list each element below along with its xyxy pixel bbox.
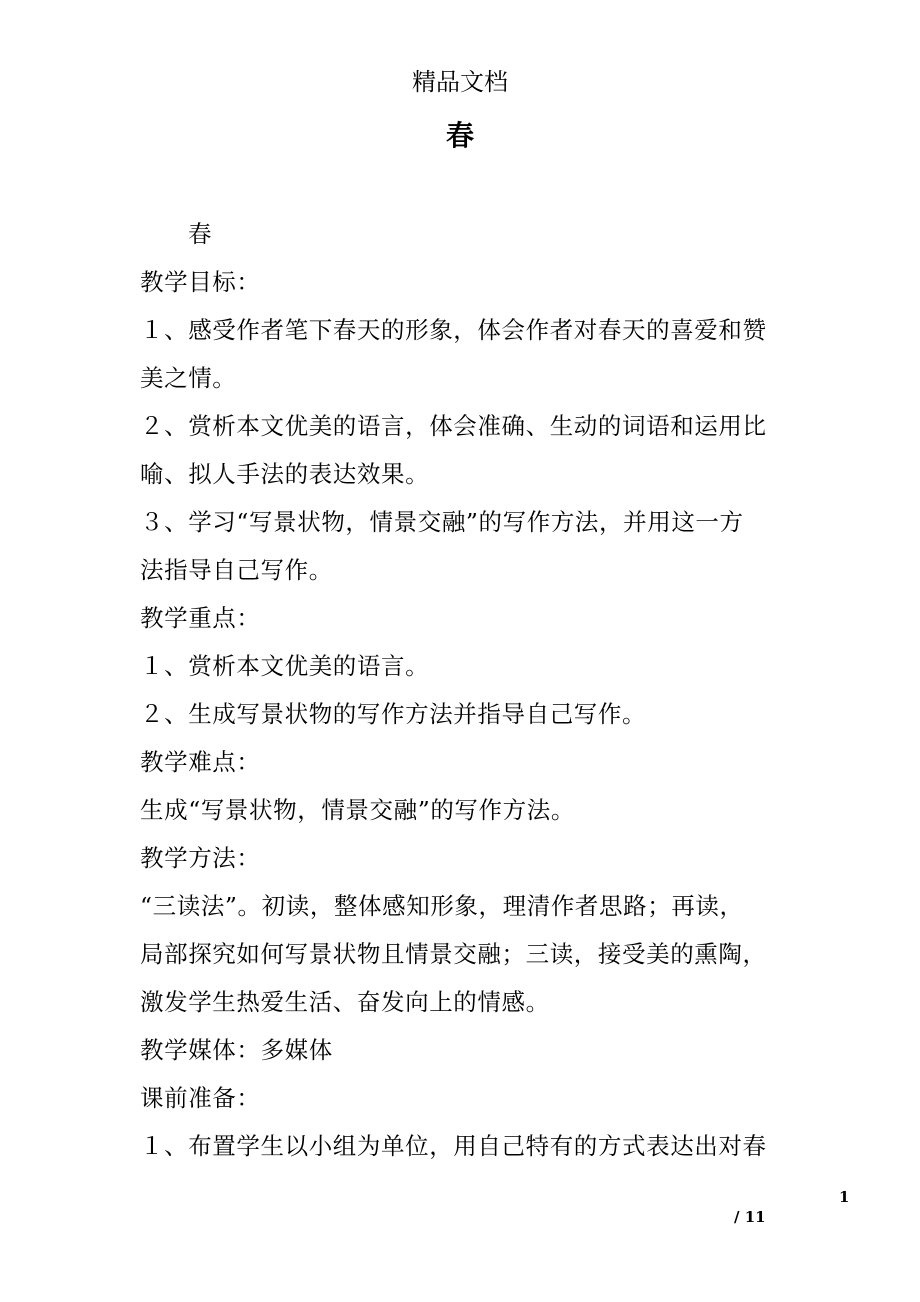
text-line: 激发学生热爱生活、奋发向上的情感。 (140, 988, 550, 1016)
text-line: 美之情。 (140, 364, 237, 392)
heading-teaching-objectives: 教学目标： (140, 268, 261, 296)
text-line: １、感受作者笔下春天的形象，体会作者对春天的喜爱和赞 (140, 316, 767, 344)
heading-teaching-methods: 教学方法： (140, 844, 261, 872)
text-line: 局部探究如何写景状物且情景交融；三读，接受美的熏陶， (140, 940, 767, 968)
text-line: 生成“写景状物，情景交融”的写作方法。 (140, 796, 575, 824)
page-total: / 11 (734, 1208, 766, 1226)
page-number: 1 (839, 1188, 850, 1206)
page-header: 精品文档 (412, 68, 508, 96)
document-body (140, 210, 790, 1170)
text-line: １、赏析本文优美的语言。 (140, 652, 430, 680)
text-line: １、布置学生以小组为单位，用自己特有的方式表达出对春 (140, 1132, 767, 1160)
text-line: 法指导自己写作。 (140, 556, 333, 584)
heading-key-points: 教学重点： (140, 604, 261, 632)
text-line: 喻、拟人手法的表达效果。 (140, 460, 430, 488)
teaching-media: 教学媒体：多媒体 (140, 1036, 333, 1064)
text-line: ３、学习“写景状物，情景交融”的写作方法，并用这一方 (140, 508, 744, 536)
text-line: “三读法”。初读，整体感知形象，理清作者思路；再读， (140, 892, 744, 920)
text-line: ２、赏析本文优美的语言，体会准确、生动的词语和运用比 (140, 412, 767, 440)
section-subtitle: 春 (188, 220, 213, 248)
heading-preparation: 课前准备： (140, 1084, 261, 1112)
heading-difficulties: 教学难点： (140, 748, 261, 776)
text-line: ２、生成写景状物的写作方法并指导自己写作。 (140, 700, 647, 728)
document-title: 春 (445, 119, 474, 152)
